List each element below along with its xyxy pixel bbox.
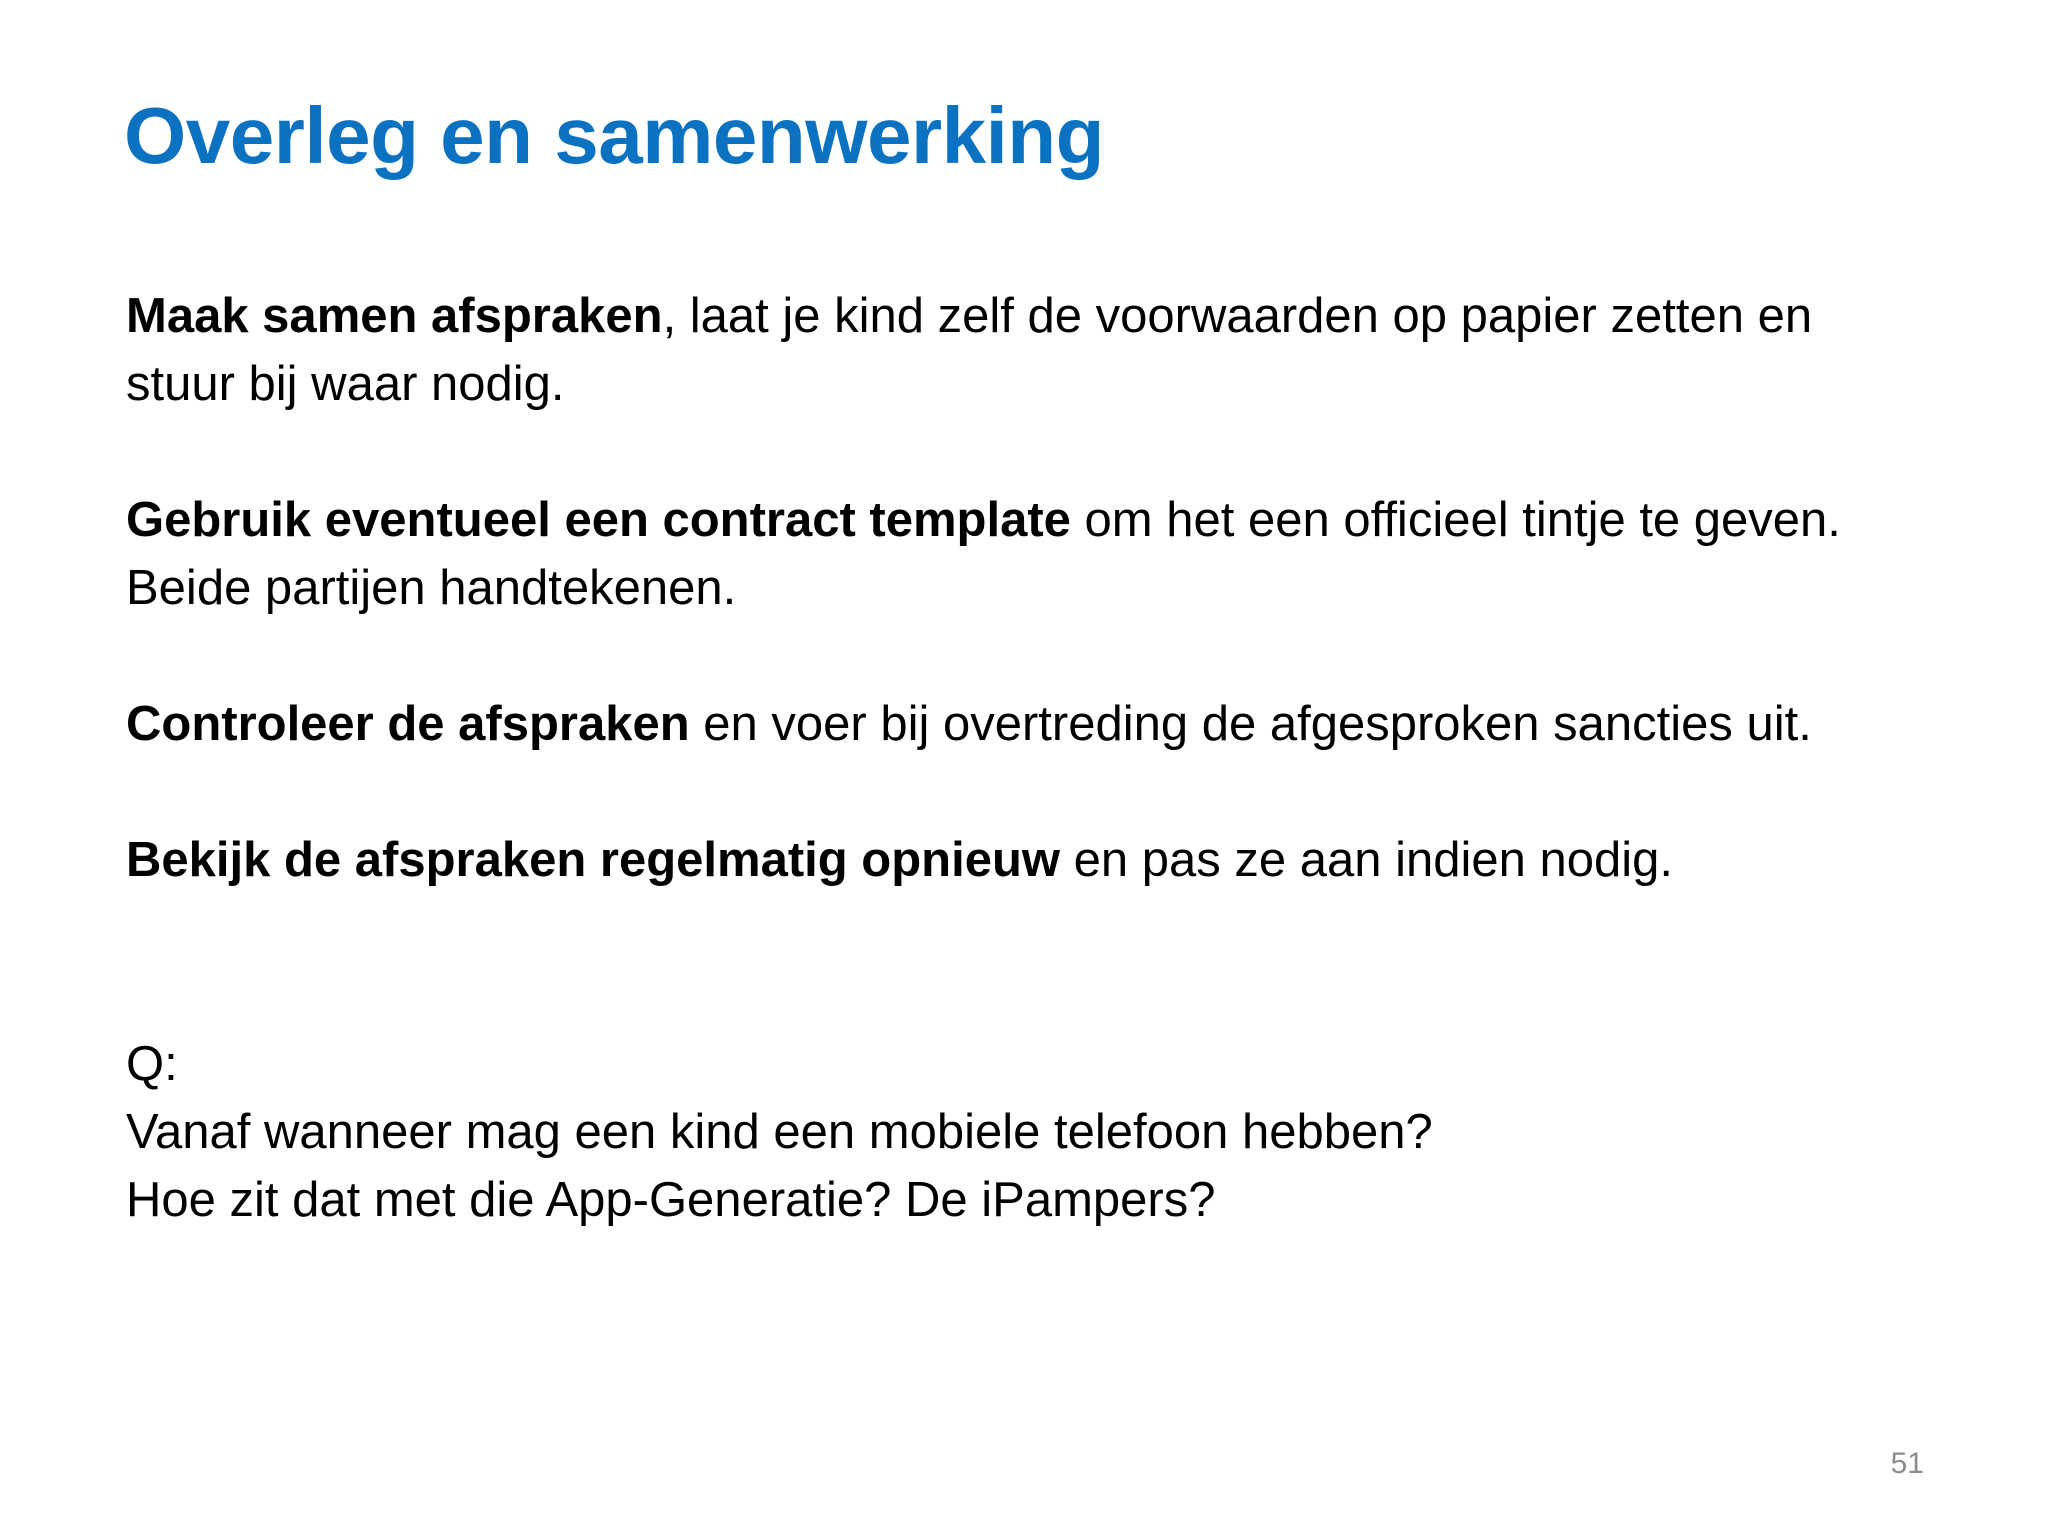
paragraph-bold-lead: Bekijk de afspraken regelmatig opnieuw <box>126 833 1061 887</box>
question-label: Q: <box>126 1037 178 1091</box>
paragraph-bold-lead: Maak samen afspraken <box>126 289 663 343</box>
slide-content <box>126 282 1906 1234</box>
paragraph-text: , laat je kind zelf de voorwaarden op papier zetten en stuur bij waar nodig. <box>126 289 1813 411</box>
paragraph-bold-lead: Gebruik eventueel een contract template <box>126 493 1071 547</box>
paragraph-text: om het een officieel tintje te geven. Beide partijen handtekenen. <box>126 493 1841 615</box>
paragraph-check-agreements <box>126 690 1906 758</box>
paragraph-bold-lead: Controleer de afspraken <box>126 697 690 751</box>
question-block <box>126 1030 1906 1234</box>
paragraph-text: en pas ze aan indien nodig. <box>1060 833 1673 887</box>
question-line: Vanaf wanneer mag een kind een mobiele telefoon hebben? <box>126 1105 1433 1159</box>
paragraph-review-agreements <box>126 826 1906 894</box>
question-line: Hoe zit dat met die App-Generatie? De iPampers? <box>126 1173 1216 1227</box>
paragraph-contract-template <box>126 486 1906 622</box>
slide-title: Overleg en samenwerking <box>124 91 1105 180</box>
paragraph-make-agreements <box>126 282 1906 418</box>
page-number: 51 <box>1890 1447 1924 1480</box>
paragraph-text: en voer bij overtreding de afgesproken sancties uit. <box>689 697 1812 751</box>
